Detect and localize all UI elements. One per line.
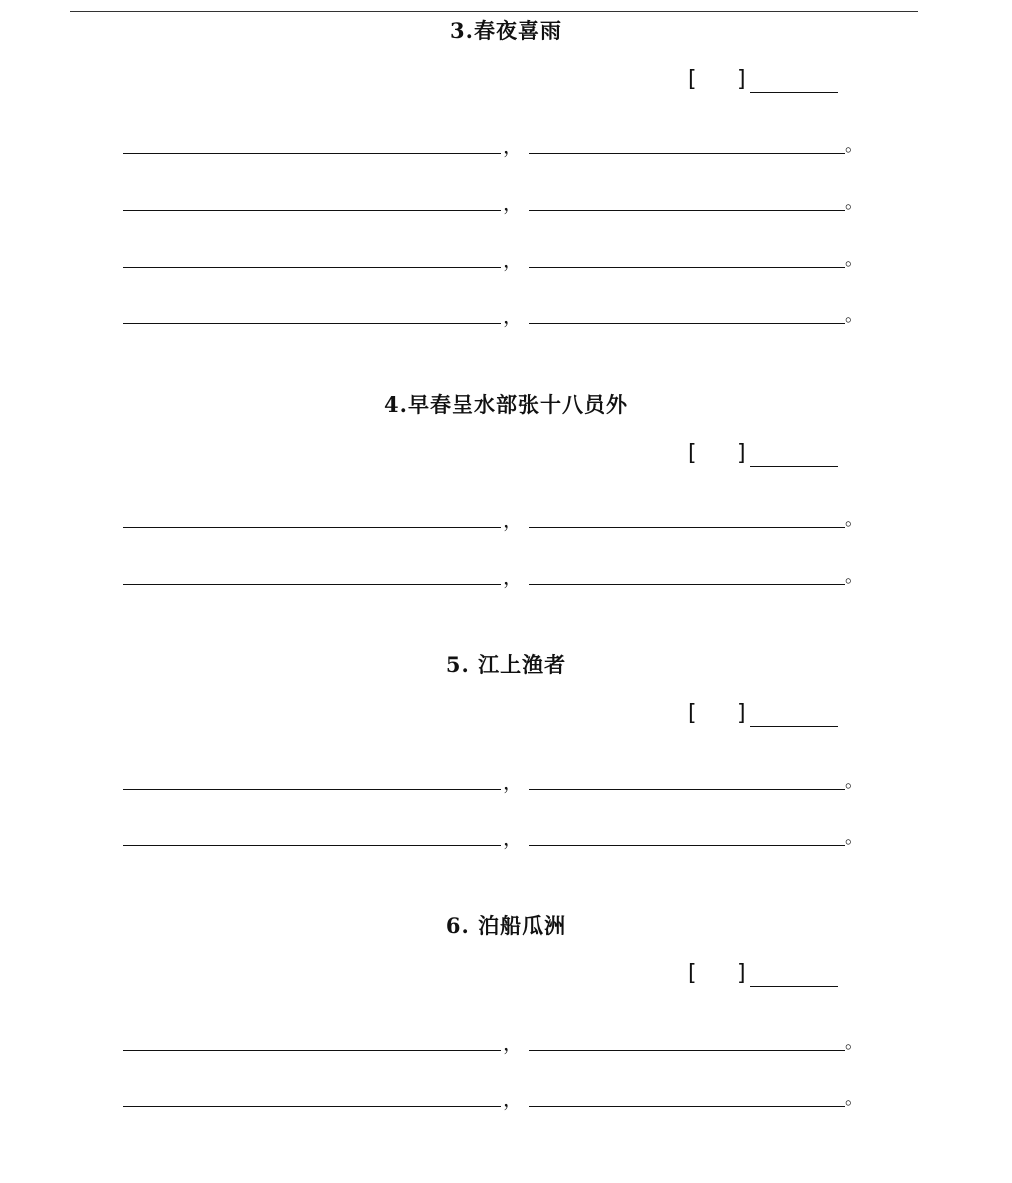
bracket-open: [ bbox=[688, 67, 697, 92]
verse-blank-left[interactable] bbox=[123, 527, 501, 528]
verse-blank-right[interactable] bbox=[529, 845, 845, 846]
verse-blank-left[interactable] bbox=[123, 210, 501, 211]
period: 。 bbox=[845, 192, 863, 213]
poem-number: 6. bbox=[445, 913, 470, 938]
comma: ， bbox=[503, 1031, 523, 1055]
poem-number: 4. bbox=[384, 392, 408, 417]
bracket-close: ] bbox=[737, 701, 746, 726]
poem-title bbox=[0, 651, 1012, 679]
comma: ， bbox=[503, 508, 523, 532]
poem-title-text: 江上渔者 bbox=[478, 652, 567, 677]
period: 。 bbox=[845, 135, 863, 156]
verse-blank-right[interactable] bbox=[529, 210, 845, 211]
comma: ， bbox=[503, 1087, 523, 1111]
bracket-open: [ bbox=[688, 701, 697, 726]
bracket-close: ] bbox=[737, 67, 746, 92]
period: 。 bbox=[845, 249, 863, 270]
bracket-close: ] bbox=[737, 441, 746, 466]
verse-blank-left[interactable] bbox=[123, 1050, 501, 1051]
author-line bbox=[688, 700, 848, 728]
verse-row bbox=[0, 1085, 1012, 1109]
comma: ， bbox=[503, 191, 523, 215]
poem-title bbox=[0, 912, 1012, 940]
comma: ， bbox=[503, 304, 523, 328]
verse-row bbox=[0, 563, 1012, 587]
verse-blank-left[interactable] bbox=[123, 845, 501, 846]
comma: ， bbox=[503, 770, 523, 794]
comma: ， bbox=[503, 248, 523, 272]
author-blank[interactable] bbox=[750, 726, 838, 727]
poem-title bbox=[0, 391, 1012, 419]
verse-blank-right[interactable] bbox=[529, 789, 845, 790]
verse-row bbox=[0, 189, 1012, 213]
verse-row bbox=[0, 768, 1012, 792]
bracket-close: ] bbox=[737, 961, 746, 986]
verse-blank-right[interactable] bbox=[529, 527, 845, 528]
period: 。 bbox=[845, 566, 863, 587]
verse-blank-right[interactable] bbox=[529, 1106, 845, 1107]
comma: ， bbox=[503, 826, 523, 850]
verse-row bbox=[0, 506, 1012, 530]
verse-row bbox=[0, 302, 1012, 326]
period: 。 bbox=[845, 1088, 863, 1109]
verse-blank-left[interactable] bbox=[123, 789, 501, 790]
poem-number: 3. bbox=[450, 18, 474, 43]
verse-blank-right[interactable] bbox=[529, 584, 845, 585]
author-line bbox=[688, 66, 848, 94]
top-rule bbox=[70, 11, 918, 12]
verse-blank-right[interactable] bbox=[529, 153, 845, 154]
verse-row bbox=[0, 132, 1012, 156]
period: 。 bbox=[845, 771, 863, 792]
period: 。 bbox=[845, 305, 863, 326]
verse-blank-left[interactable] bbox=[123, 153, 501, 154]
verse-row bbox=[0, 1029, 1012, 1053]
verse-blank-left[interactable] bbox=[123, 584, 501, 585]
comma: ， bbox=[503, 134, 523, 158]
verse-blank-left[interactable] bbox=[123, 267, 501, 268]
author-blank[interactable] bbox=[750, 92, 838, 93]
verse-blank-right[interactable] bbox=[529, 267, 845, 268]
author-line bbox=[688, 440, 848, 468]
period: 。 bbox=[845, 1032, 863, 1053]
author-blank[interactable] bbox=[750, 466, 838, 467]
verse-blank-right[interactable] bbox=[529, 323, 845, 324]
author-line bbox=[688, 960, 848, 988]
verse-blank-right[interactable] bbox=[529, 1050, 845, 1051]
verse-row bbox=[0, 824, 1012, 848]
verse-blank-left[interactable] bbox=[123, 323, 501, 324]
author-blank[interactable] bbox=[750, 986, 838, 987]
poem-title-text: 早春呈水部张十八员外 bbox=[407, 392, 628, 417]
bracket-open: [ bbox=[688, 441, 697, 466]
bracket-open: [ bbox=[688, 961, 697, 986]
period: 。 bbox=[845, 827, 863, 848]
poem-number: 5. bbox=[445, 652, 470, 677]
poem-title-text: 春夜喜雨 bbox=[473, 18, 562, 43]
comma: ， bbox=[503, 565, 523, 589]
poem-title bbox=[0, 17, 1012, 45]
poem-title-text: 泊船瓜洲 bbox=[478, 913, 567, 938]
period: 。 bbox=[845, 509, 863, 530]
verse-blank-left[interactable] bbox=[123, 1106, 501, 1107]
verse-row bbox=[0, 246, 1012, 270]
